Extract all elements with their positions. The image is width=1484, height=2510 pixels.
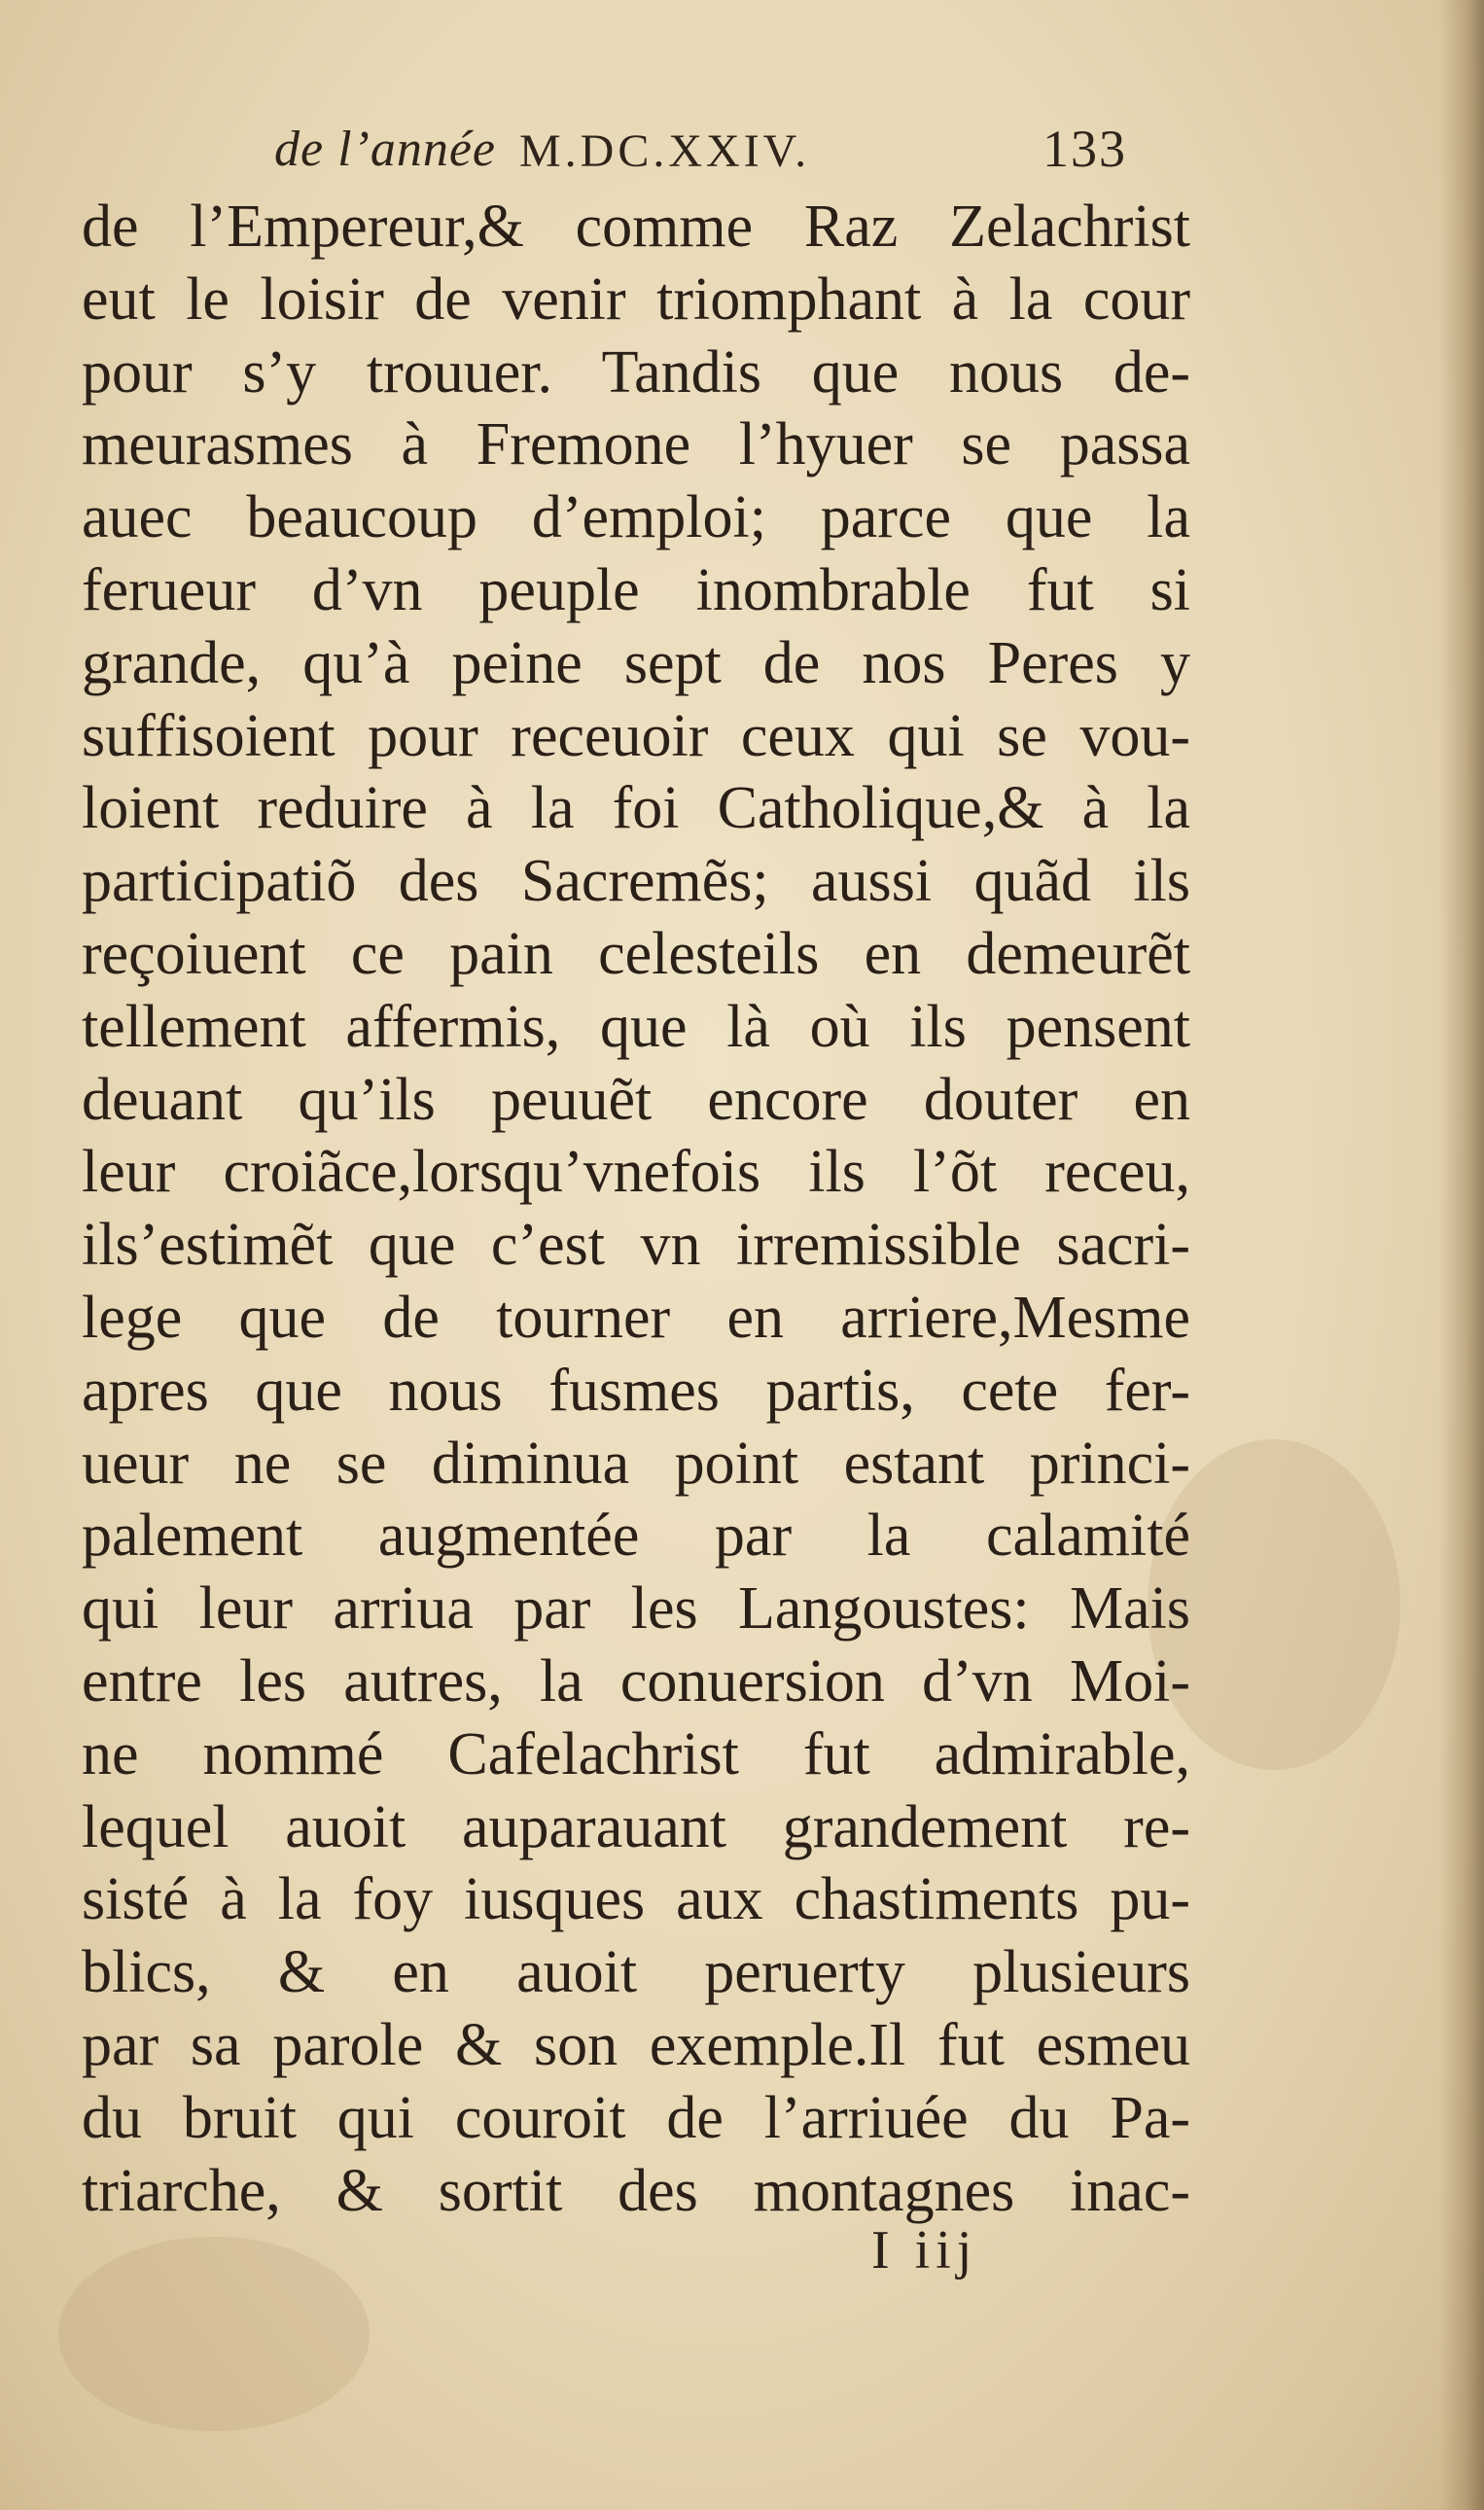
page-edge-shadow xyxy=(1439,0,1484,2510)
text-line: ne nommé Cafelachrist fut admirable, xyxy=(82,1720,1190,1787)
text-line: lequel auoit auparauant grandement re- xyxy=(82,1793,1190,1860)
text-line: par sa parole & son exemple.Il fut esmeu xyxy=(82,2011,1190,2078)
running-head-title: de l’année xyxy=(274,122,497,177)
text-line: ils’estimẽt que c’est vn irremissible sacri- xyxy=(82,1212,1190,1279)
text-line: triarche, & sortit des montagnes inac- xyxy=(82,2157,1190,2224)
text-line: leur croiãce,lorsqu’vnefois ils l’õt receu, xyxy=(82,1139,1190,1206)
text-line: eut le loisir de venir triomphant à la cour xyxy=(82,265,1190,333)
text-line: auec beaucoup d’emploi; parce que la xyxy=(82,484,1190,551)
text-line: de l’Empereur,& comme Raz Zelachrist xyxy=(82,194,1190,260)
text-line: du bruit qui couroit de l’arriuée du Pa- xyxy=(82,2084,1190,2151)
text-line: blics, & en auoit peruerty plusieurs xyxy=(82,1939,1190,2006)
text-line: grande, qu’à peine sept de nos Peres y xyxy=(82,629,1190,696)
text-line: participatiõ des Sacremẽs; aussi quãd ils xyxy=(82,848,1190,915)
body-text xyxy=(82,191,1190,2227)
text-line: meurasmes à Fremone l’hyuer se passa xyxy=(82,411,1190,478)
text-line: entre les autres, la conuersion d’vn Moi- xyxy=(82,1647,1190,1715)
text-line: loient reduire à la foi Catholique,& à la xyxy=(82,775,1190,842)
text-line: ueur ne se diminua point estant princi- xyxy=(82,1430,1190,1497)
text-line: ferueur d’vn peuple inombrable fut si xyxy=(82,556,1190,623)
text-line: deuant qu’ils peuuẽt encore douter en xyxy=(82,1066,1190,1133)
running-head-year: M.DC.XXIV. xyxy=(519,125,811,177)
text-line: pour s’y trouuer. Tandis que nous de- xyxy=(82,338,1190,406)
text-line: qui leur arriua par les Langoustes: Mais xyxy=(82,1575,1190,1643)
text-line: reçoiuent ce pain celesteils en demeurẽt xyxy=(82,920,1190,987)
text-line: lege que de tourner en arriere,Mesme xyxy=(82,1284,1190,1351)
text-line: palement augmentée par la calamité xyxy=(82,1502,1190,1570)
page-number: 133 xyxy=(1042,120,1127,178)
text-line: apres que nous fusmes partis, cete fer- xyxy=(82,1357,1190,1424)
text-line: sisté à la foy iusques aux chastiments pu- xyxy=(82,1866,1190,1933)
paper-stain xyxy=(58,2237,370,2431)
running-head xyxy=(274,115,1188,193)
signature-mark: I iij xyxy=(871,2220,978,2280)
text-line: tellement affermis, que là où ils pensent xyxy=(82,993,1190,1060)
text-line: suffisoient pour receuoir ceux qui se vou- xyxy=(82,702,1190,769)
